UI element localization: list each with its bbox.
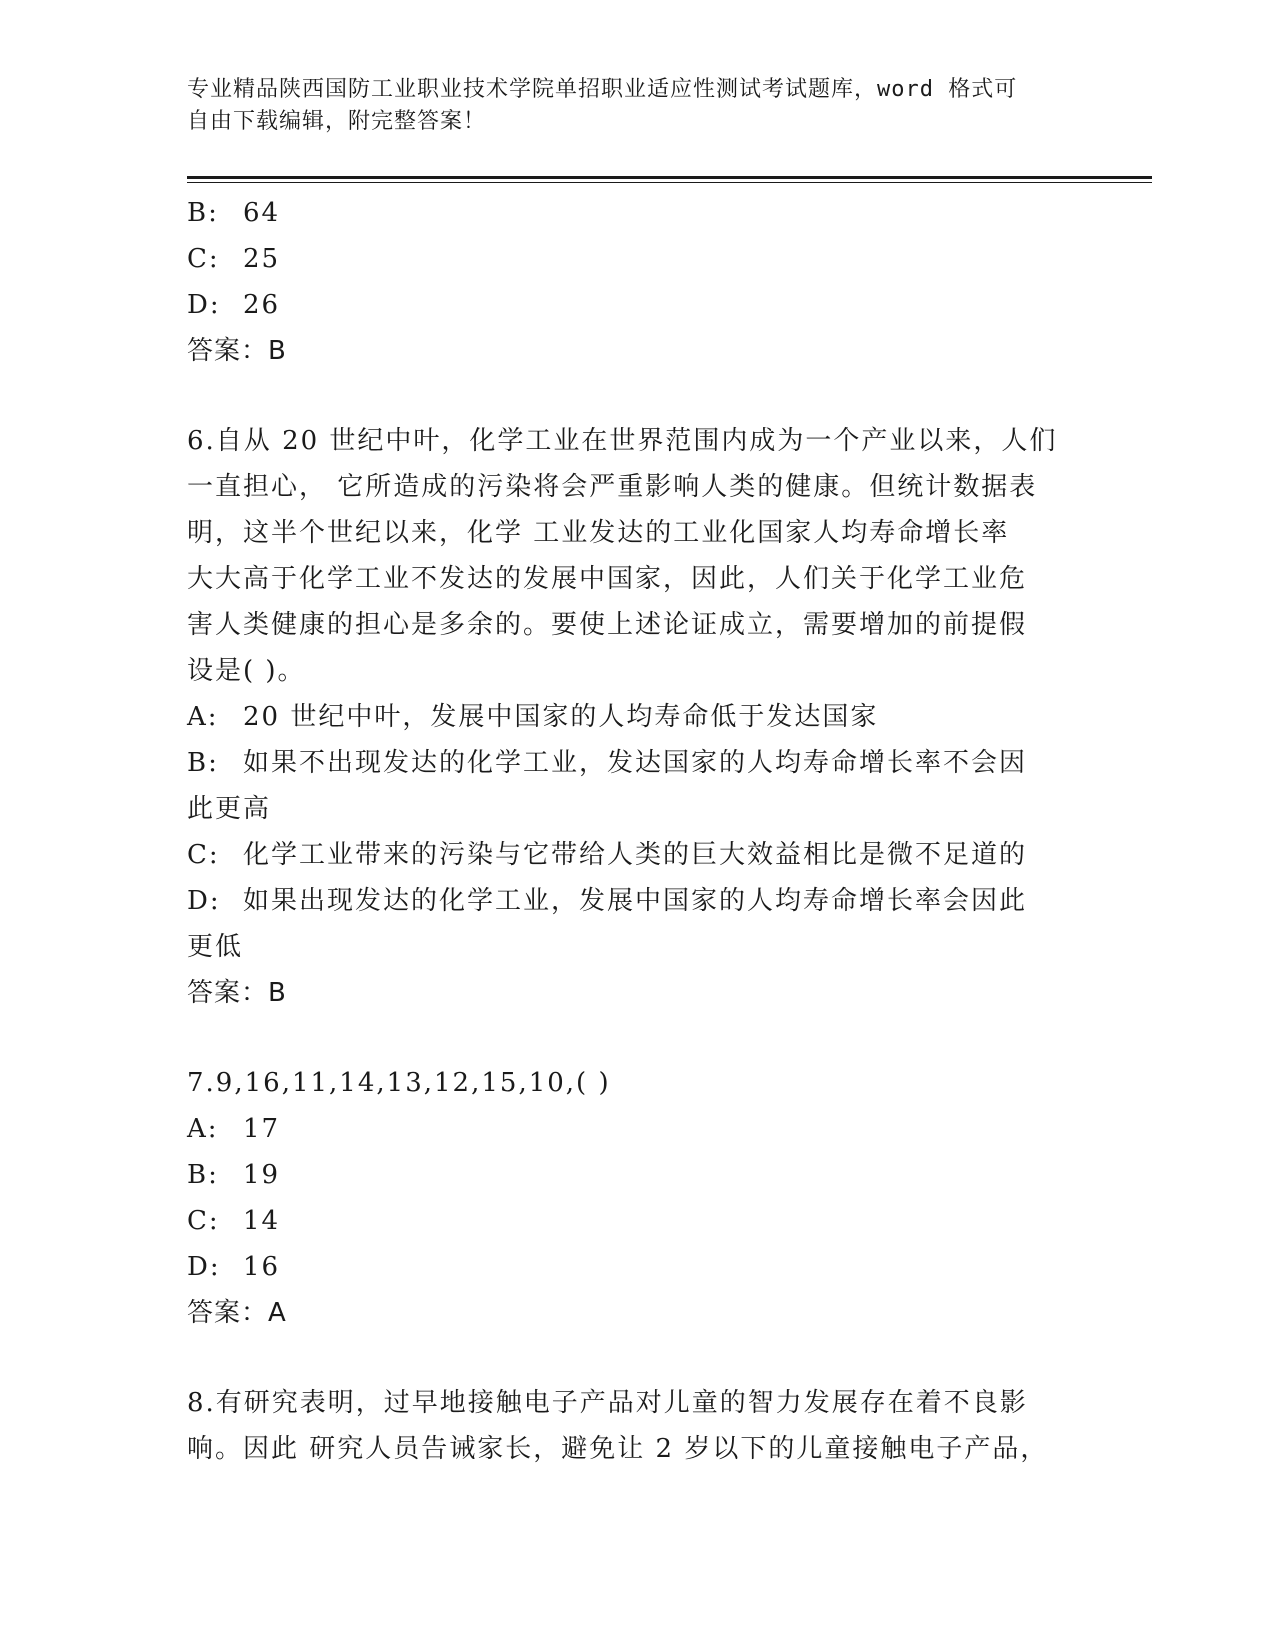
header-rule-thick bbox=[187, 176, 1152, 179]
option-c bbox=[187, 832, 1077, 878]
option-d bbox=[187, 878, 1077, 924]
option-d-continued: 更低 bbox=[187, 932, 244, 962]
option-text: 14 bbox=[243, 1206, 281, 1236]
option-d bbox=[187, 282, 1077, 328]
answer: 答案：B bbox=[187, 336, 287, 366]
question-5 bbox=[187, 190, 1077, 374]
option-label: B: bbox=[187, 1160, 219, 1190]
option-label: A: bbox=[187, 702, 219, 732]
question-stem-line: 明，这半个世纪以来，化学 工业发达的工业化国家人均寿命增长率 bbox=[187, 518, 1010, 548]
option-text: 16 bbox=[243, 1252, 281, 1282]
question-stem-line: 大大高于化学工业不发达的发展中国家，因此，人们关于化学工业危 bbox=[187, 564, 1028, 594]
option-text: 如果不出现发达的化学工业，发达国家的人均寿命增长率不会因 bbox=[243, 748, 1028, 778]
question-7 bbox=[187, 1060, 1077, 1336]
option-c bbox=[187, 1198, 1077, 1244]
option-text: 26 bbox=[243, 290, 281, 320]
option-label: D: bbox=[187, 290, 221, 320]
question-stem-line: 响。因此 研究人员告诫家长，避免让 2 岁以下的儿童接触电子产品， bbox=[187, 1434, 1049, 1464]
document-body bbox=[187, 190, 1077, 1472]
question-stem: 7.9,16,11,14,13,12,15,10,( ) bbox=[187, 1068, 611, 1098]
question-stem-line: 6.自从 20 世纪中叶，化学工业在世界范围内成为一个产业以来，人们 bbox=[187, 426, 1058, 456]
question-8 bbox=[187, 1380, 1077, 1472]
document-header bbox=[187, 74, 1067, 138]
option-label: B: bbox=[187, 198, 219, 228]
option-label: C: bbox=[187, 840, 220, 870]
option-text: 17 bbox=[243, 1114, 281, 1144]
header-line-1: 专业精品陕西国防工业职业技术学院单招职业适应性测试考试题库，word 格式可 bbox=[187, 77, 1018, 102]
answer: 答案：A bbox=[187, 1298, 287, 1328]
question-stem-line: 一直担心， 它所造成的污染将会严重影响人类的健康。但统计数据表 bbox=[187, 472, 1038, 502]
option-label: D: bbox=[187, 886, 221, 916]
option-label: D: bbox=[187, 1252, 221, 1282]
option-label: A: bbox=[187, 1114, 219, 1144]
option-label: C: bbox=[187, 1206, 220, 1236]
question-stem-line: 设是( )。 bbox=[187, 656, 306, 686]
question-stem-line: 害人类健康的担心是多余的。要使上述论证成立，需要增加的前提假 bbox=[187, 610, 1028, 640]
option-text: 19 bbox=[243, 1160, 281, 1190]
header-line-2: 自由下载编辑，附完整答案！ bbox=[187, 109, 487, 134]
header-rule-thin bbox=[187, 182, 1152, 183]
option-text: 25 bbox=[243, 244, 281, 274]
option-b bbox=[187, 740, 1077, 786]
option-text: 如果出现发达的化学工业，发展中国家的人均寿命增长率会因此 bbox=[243, 886, 1028, 916]
answer: 答案：B bbox=[187, 978, 287, 1008]
option-label: C: bbox=[187, 244, 220, 274]
option-label: B: bbox=[187, 748, 219, 778]
option-text: 64 bbox=[243, 198, 281, 228]
option-a bbox=[187, 694, 1077, 740]
option-d bbox=[187, 1244, 1077, 1290]
option-a bbox=[187, 1106, 1077, 1152]
option-b bbox=[187, 190, 1077, 236]
option-text: 20 世纪中叶，发展中国家的人均寿命低于发达国家 bbox=[243, 702, 879, 732]
option-b-continued: 此更高 bbox=[187, 794, 272, 824]
option-b bbox=[187, 1152, 1077, 1198]
question-stem-line: 8.有研究表明，过早地接触电子产品对儿童的智力发展存在着不良影 bbox=[187, 1388, 1028, 1418]
option-text: 化学工业带来的污染与它带给人类的巨大效益相比是微不足道的 bbox=[243, 840, 1028, 870]
question-6 bbox=[187, 418, 1077, 1016]
option-c bbox=[187, 236, 1077, 282]
